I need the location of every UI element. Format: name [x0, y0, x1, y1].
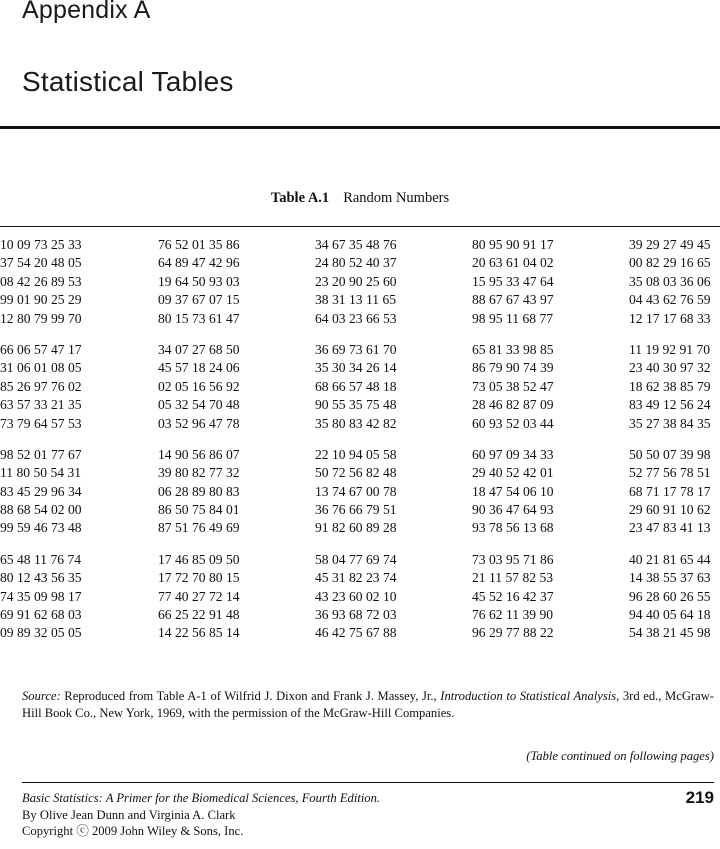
table-cell: 86 50 75 84 01 [158, 502, 240, 518]
table-cell: 68 71 17 78 17 [629, 483, 711, 499]
table-row [0, 273, 720, 291]
table-cell: 17 46 85 09 50 [158, 551, 240, 567]
table-cell: 88 68 54 02 00 [0, 502, 82, 518]
table-cell: 64 03 23 66 53 [315, 310, 397, 326]
header-divider [0, 126, 720, 129]
table-cell: 20 63 61 04 02 [472, 255, 554, 271]
table-cell: 35 08 03 36 06 [629, 273, 711, 289]
random-numbers-table [0, 236, 720, 656]
table-row [0, 569, 720, 587]
table-row [0, 501, 720, 519]
table-cell: 73 79 64 57 53 [0, 415, 82, 431]
table-cell: 06 28 89 80 83 [158, 483, 240, 499]
table-row [0, 341, 720, 359]
table-cell: 54 38 21 45 98 [629, 625, 711, 641]
source-label: Source: [22, 689, 61, 703]
table-cell: 45 31 82 23 74 [315, 570, 397, 586]
table-cell: 73 05 38 52 47 [472, 378, 554, 394]
table-cell: 66 06 57 47 17 [0, 341, 82, 357]
table-cell: 37 54 20 48 05 [0, 255, 82, 271]
table-cell: 65 48 11 76 74 [0, 551, 82, 567]
table-cell: 98 52 01 77 67 [0, 446, 82, 462]
table-cell: 34 07 27 68 50 [158, 341, 240, 357]
table-cell: 76 52 01 35 86 [158, 237, 240, 252]
number-block [0, 236, 720, 328]
table-cell: 94 40 05 64 18 [629, 607, 711, 623]
table-cell: 69 91 62 68 03 [0, 607, 82, 623]
table-row [0, 483, 720, 501]
table-cell: 66 25 22 91 48 [158, 607, 240, 623]
table-cell: 93 78 56 13 68 [472, 520, 554, 536]
table-cell: 43 23 60 02 10 [315, 588, 397, 604]
table-cell: 45 57 18 24 06 [158, 360, 240, 376]
table-cell: 39 29 27 49 45 [629, 237, 711, 252]
table-cell: 83 49 12 56 24 [629, 397, 711, 413]
table-cell: 85 26 97 76 02 [0, 378, 82, 394]
table-row [0, 396, 720, 414]
footer-copyright: Copyright ⓒ 2009 John Wiley & Sons, Inc. [22, 824, 244, 838]
table-cell: 60 97 09 34 33 [472, 446, 554, 462]
table-cell: 74 35 09 98 17 [0, 588, 82, 604]
table-cell: 09 89 32 05 05 [0, 625, 82, 641]
table-cell: 12 80 79 99 70 [0, 310, 82, 326]
table-cell: 87 51 76 49 69 [158, 520, 240, 536]
table-row [0, 310, 720, 328]
table-cell: 24 80 52 40 37 [315, 255, 397, 271]
table-cell: 13 74 67 00 78 [315, 483, 397, 499]
table-cell: 68 66 57 48 18 [315, 378, 397, 394]
table-cell: 10 09 73 25 33 [0, 237, 82, 252]
table-cell: 96 29 77 88 22 [472, 625, 554, 641]
table-cell: 63 57 33 21 35 [0, 397, 82, 413]
table-cell: 91 82 60 89 28 [315, 520, 397, 536]
table-cell: 34 67 35 48 76 [315, 237, 397, 252]
table-row [0, 446, 720, 464]
table-row [0, 415, 720, 433]
table-cell: 12 17 17 68 33 [629, 310, 711, 326]
table-cell: 98 95 11 68 77 [472, 310, 554, 326]
table-cell: 14 38 55 37 63 [629, 570, 711, 586]
table-row [0, 624, 720, 642]
table-cell: 90 36 47 64 93 [472, 502, 554, 518]
table-row [0, 606, 720, 624]
table-cell: 35 27 38 84 35 [629, 415, 711, 431]
table-cell: 77 40 27 72 14 [158, 588, 240, 604]
table-caption [0, 190, 720, 207]
number-block [0, 446, 720, 538]
table-cell: 46 42 75 67 88 [315, 625, 397, 641]
table-cell: 88 67 67 43 97 [472, 292, 554, 308]
table-cell: 76 62 11 39 90 [472, 607, 554, 623]
table-cell: 96 28 60 26 55 [629, 588, 711, 604]
footer-book-title: Basic Statistics: A Primer for the Biomedical Sciences, Fourth Edition. [22, 791, 381, 805]
table-cell: 22 10 94 05 58 [315, 446, 397, 462]
table-row [0, 254, 720, 272]
table-cell: 58 04 77 69 74 [315, 551, 397, 567]
table-cell: 00 82 29 16 65 [629, 255, 711, 271]
table-cell: 36 76 66 79 51 [315, 502, 397, 518]
table-row [0, 519, 720, 537]
table-cell: 36 93 68 72 03 [315, 607, 397, 623]
table-cell: 52 77 56 78 51 [629, 465, 711, 481]
table-cell: 19 64 50 93 03 [158, 273, 240, 289]
table-cell: 86 79 90 74 39 [472, 360, 554, 376]
table-row [0, 291, 720, 309]
table-cell: 28 46 82 87 09 [472, 397, 554, 413]
table-cell: 02 05 16 56 92 [158, 378, 240, 394]
page-title: Statistical Tables [22, 66, 234, 97]
table-cell: 23 40 30 97 32 [629, 360, 711, 376]
table-cell: 80 15 73 61 47 [158, 310, 240, 326]
table-title: Random Numbers [343, 190, 450, 206]
table-cell: 50 50 07 39 98 [629, 446, 711, 462]
table-cell: 31 06 01 08 05 [0, 360, 82, 376]
table-cell: 11 19 92 91 70 [629, 341, 711, 357]
table-cell: 60 93 52 03 44 [472, 415, 554, 431]
table-cell: 15 95 33 47 64 [472, 273, 554, 289]
table-cell: 35 30 34 26 14 [315, 360, 397, 376]
table-cell: 65 81 33 98 85 [472, 341, 554, 357]
source-text-after: , 3rd ed., McGraw-Hill Book Co., New York, 1969, with the permission of the McGraw-Hill Companies. [22, 689, 714, 720]
table-cell: 50 72 56 82 48 [315, 465, 397, 481]
table-cell: 99 01 90 25 29 [0, 292, 82, 308]
table-cell: 29 40 52 42 01 [472, 465, 554, 481]
table-cell: 18 47 54 06 10 [472, 483, 554, 499]
continued-note: (Table continued on following pages) [526, 749, 714, 763]
table-cell: 14 90 56 86 07 [158, 446, 240, 462]
number-block [0, 341, 720, 433]
source-note [22, 688, 714, 721]
table-row [0, 359, 720, 377]
table-cell: 14 22 56 85 14 [158, 625, 240, 641]
table-cell: 80 12 43 56 35 [0, 570, 82, 586]
table-cell: 29 60 91 10 62 [629, 502, 711, 518]
table-cell: 03 52 96 47 78 [158, 415, 240, 431]
table-row [0, 588, 720, 606]
table-cell: 35 80 83 42 82 [315, 415, 397, 431]
table-top-rule [0, 226, 720, 227]
table-cell: 08 42 26 89 53 [0, 273, 82, 289]
table-cell: 45 52 16 42 37 [472, 588, 554, 604]
table-cell: 73 03 95 71 86 [472, 551, 554, 567]
table-row [0, 551, 720, 569]
footer-block [22, 790, 582, 840]
footer-authors: By Olive Jean Dunn and Virginia A. Clark [22, 807, 236, 822]
number-block [0, 551, 720, 643]
table-cell: 64 89 47 42 96 [158, 255, 240, 271]
table-cell: 18 62 38 85 79 [629, 378, 711, 394]
table-cell: 21 11 57 82 53 [472, 570, 554, 586]
page-number: 219 [685, 788, 714, 807]
appendix-label: Appendix A [22, 0, 151, 24]
table-cell: 80 95 90 91 17 [472, 237, 554, 252]
table-cell: 04 43 62 76 59 [629, 292, 711, 308]
table-cell: 05 32 54 70 48 [158, 397, 240, 413]
table-cell: 38 31 13 11 65 [315, 292, 397, 308]
table-cell: 09 37 67 07 15 [158, 292, 240, 308]
source-text-before: Reproduced from Table A-1 of Wilfrid J. Dixon and Frank J. Massey, Jr., [60, 689, 441, 703]
table-cell: 90 55 35 75 48 [315, 397, 397, 413]
table-cell: 39 80 82 77 32 [158, 465, 240, 481]
table-cell: 40 21 81 65 44 [629, 551, 711, 567]
table-row [0, 236, 720, 254]
table-number: Table A.1 [270, 190, 330, 206]
table-cell: 11 80 50 54 31 [0, 465, 82, 481]
table-row [0, 464, 720, 482]
table-row [0, 378, 720, 396]
footer-divider [22, 782, 714, 783]
table-cell: 23 47 83 41 13 [629, 520, 711, 536]
source-italic-title: Introduction to Statistical Analysis [440, 689, 617, 703]
table-cell: 36 69 73 61 70 [315, 341, 397, 357]
table-cell: 17 72 70 80 15 [158, 570, 240, 586]
table-cell: 83 45 29 96 34 [0, 483, 82, 499]
table-cell: 23 20 90 25 60 [315, 273, 397, 289]
table-cell: 99 59 46 73 48 [0, 520, 82, 536]
